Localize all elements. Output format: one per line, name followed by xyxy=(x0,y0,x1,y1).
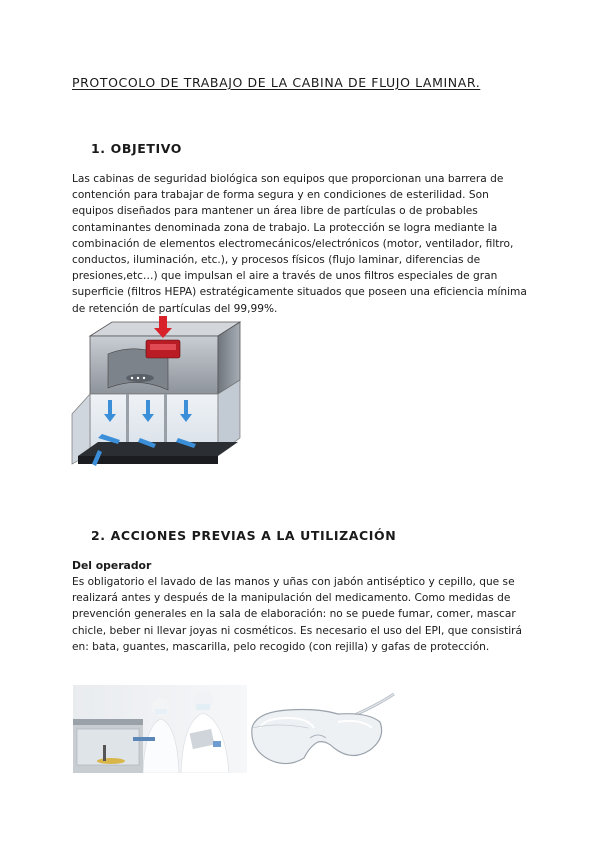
safety-goggles-photo xyxy=(248,688,396,770)
subheading-del-operador: Del operador xyxy=(72,559,152,572)
section-paragraph-objetivo: Las cabinas de seguridad biológica son equipos que proporcionan una barrera de contención para trabajar de forma segura y en condiciones de esterilidad. Son equipos diseñados para mantener un área libre de partículas o de probables contaminantes denominada zona de trabajo. La protección se logra mediante la combinación de elementos electromecánicos/electrónicos (motor, ventilador, filtro, conductos, iluminación, etc.), y procesos físicos (flujo laminar, diferencias de presiones,etc…) que impulsan el aire a través de unos filtros especiales de gran superficie (filtros HEPA) estratégicamente situados que poseen una eficiencia mínima de retención de partículas del 99,99%. xyxy=(72,173,527,315)
document-title: PROTOCOLO DE TRABAJO DE LA CABINA DE FLUJO LAMINAR. xyxy=(72,75,481,90)
section-heading-acciones-previas: 2. ACCIONES PREVIAS A LA UTILIZACIÓN xyxy=(91,528,397,543)
laminar-flow-cabinet-illustration xyxy=(68,314,248,476)
section-paragraph-operador: Es obligatorio el lavado de las manos y uñas con jabón antiséptico y cepillo, que se realizará antes y después de la manipulación del medicamento. Como medidas de prevención generales en la sala de elaboración: no se puede fumar, comer, mascar chicle, beber ni llevar joyas ni cosméticos. Es necesario el uso del EPI, que consistirá en: bata, guantes, mascarilla, pelo recogido (con rejilla) y gafas de protección. xyxy=(72,576,523,653)
section-heading-objetivo: 1. OBJETIVO xyxy=(91,141,182,156)
lab-workers-photo xyxy=(73,685,247,773)
